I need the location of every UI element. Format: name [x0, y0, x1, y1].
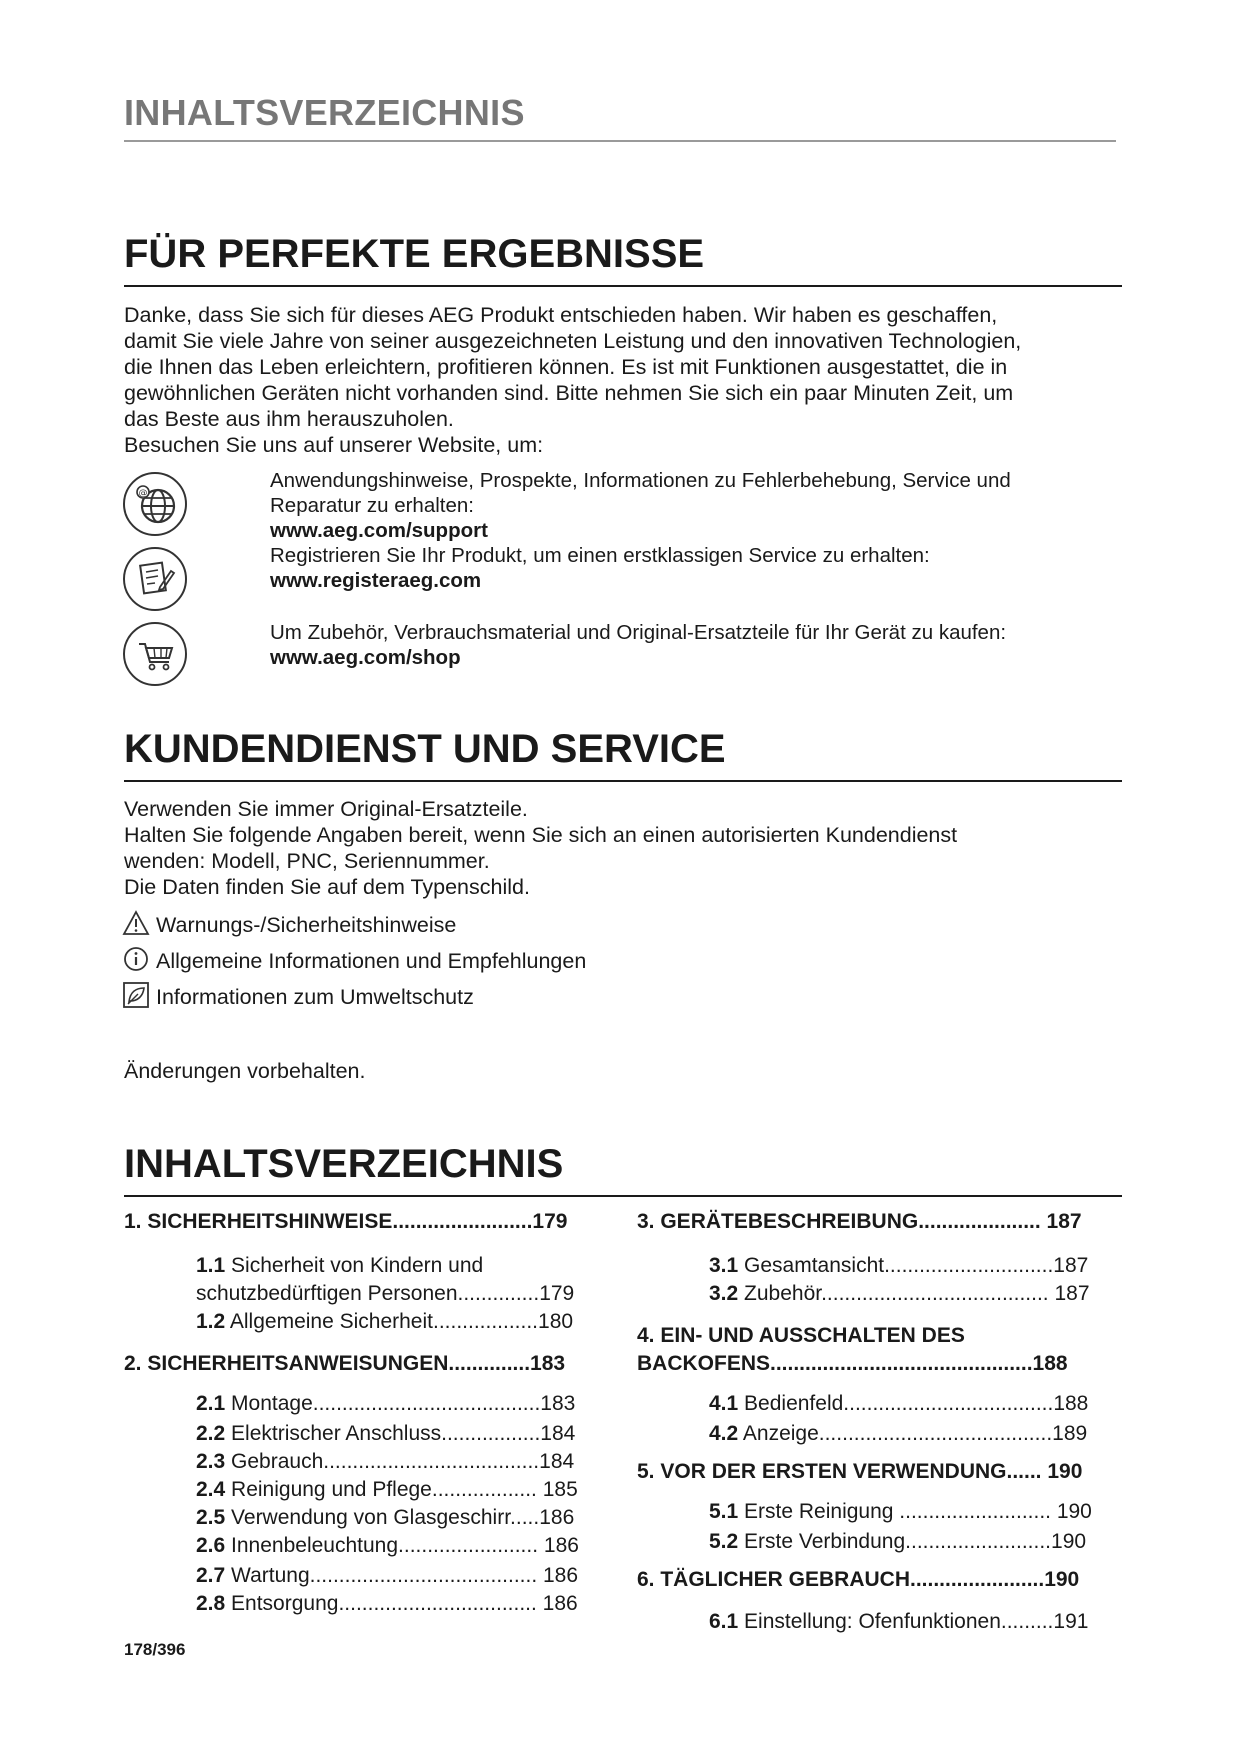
toc-num: 2.3: [196, 1450, 226, 1473]
support-text: Anwendungshinweise, Prospekte, Informationen zu Fehlerbehebung, Service und: [270, 469, 1011, 492]
toc-entry-2-5[interactable]: [196, 1504, 574, 1532]
support-info: [270, 468, 1130, 543]
legend-environment: [122, 982, 474, 1012]
toc-entry-2-6[interactable]: [196, 1532, 579, 1560]
toc-text: Elektrischer Anschluss.................184: [225, 1422, 576, 1445]
toc-entry-3-1[interactable]: [709, 1252, 1088, 1280]
intro-line: Besuchen Sie uns auf unserer Website, um:: [124, 433, 544, 457]
info-icon: [122, 946, 150, 972]
toc-text: Gesamtansicht.............................187: [738, 1254, 1089, 1277]
service-line: wenden: Modell, PNC, Seriennummer.: [124, 849, 490, 873]
toc-entry-3[interactable]: 3. GERÄTEBESCHREIBUNG..................... 187: [637, 1210, 1082, 1233]
toc-entry-2-1[interactable]: [196, 1390, 575, 1418]
toc-entry-6-1[interactable]: [709, 1608, 1088, 1636]
toc-text: Innenbeleuchtung........................ 186: [225, 1534, 579, 1557]
toc-text: Reinigung und Pflege.................. 185: [225, 1478, 578, 1501]
toc-text: Erste Reinigung .......................... 190: [738, 1500, 1092, 1523]
shopping-cart-icon: [123, 622, 187, 686]
toc-text: Allgemeine Sicherheit..................180: [225, 1310, 574, 1333]
toc-num: 3.1: [709, 1254, 739, 1277]
toc-num: 5.2: [709, 1530, 739, 1553]
header-title: INHALTSVERZEICHNIS: [124, 92, 525, 133]
svg-text:@: @: [138, 488, 148, 499]
warning-triangle-icon: [122, 910, 150, 936]
intro-line: Danke, dass Sie sich für dieses AEG Produkt entschieden haben. Wir haben es geschaffen,: [124, 303, 998, 327]
toc-entry-4-cont[interactable]: BACKOFENS.............................................188: [637, 1352, 1068, 1375]
toc-text: Gebrauch.....................................184: [225, 1450, 575, 1473]
page-number: 178/396: [124, 1640, 186, 1659]
intro-line: damit Sie viele Jahre von seiner ausgezeichneten Leistung und den innovativen Technologien,: [124, 329, 1022, 353]
toc-num: 2.7: [196, 1564, 226, 1587]
globe-icon: [123, 472, 187, 536]
toc-entry-2-2[interactable]: [196, 1420, 575, 1448]
toc-text: Entsorgung.................................. 186: [225, 1592, 578, 1615]
toc-num: 4.1: [709, 1392, 739, 1415]
toc-entry-4-1[interactable]: [709, 1390, 1088, 1418]
toc-num: 2.2: [196, 1422, 226, 1445]
toc-num: 2.1: [196, 1392, 226, 1415]
toc-num: 1.1: [196, 1254, 226, 1277]
toc-num: 3.2: [709, 1282, 739, 1305]
toc-text: Zubehör....................................... 187: [738, 1282, 1090, 1305]
service-line: Verwenden Sie immer Original-Ersatzteile.: [124, 797, 528, 821]
toc-entry-1[interactable]: 1. SICHERHEITSHINWEISE........................179: [124, 1210, 568, 1233]
changes-note: Änderungen vorbehalten.: [124, 1059, 366, 1083]
service-line: Halten Sie folgende Angaben bereit, wenn Sie sich an einen autorisierten Kundendienst: [124, 823, 958, 847]
intro-line: das Beste aus ihm herauszuholen.: [124, 407, 454, 431]
intro-line: gewöhnlichen Geräten nicht vorhanden sind. Bitte nehmen Sie sich ein paar Minuten Zeit, um: [124, 381, 1014, 405]
toc-entry-4-2[interactable]: [709, 1420, 1087, 1448]
toc-entry-4[interactable]: 4. EIN- UND AUSSCHALTEN DES: [637, 1324, 965, 1347]
toc-num: 4.2: [709, 1422, 739, 1445]
toc-text: Verwendung von Glasgeschirr.....186: [225, 1506, 575, 1529]
toc-entry-5-2[interactable]: [709, 1528, 1086, 1556]
service-paragraph: [124, 796, 1124, 900]
shop-info: [270, 620, 1130, 670]
intro-line: die Ihnen das Leben erleichtern, profitieren können. Es ist mit Funktionen ausgestattet, die in: [124, 355, 1008, 379]
toc-title: INHALTSVERZEICHNIS: [124, 1142, 564, 1186]
toc-entry-3-2[interactable]: [709, 1280, 1090, 1308]
toc-entry-2[interactable]: 2. SICHERHEITSANWEISUNGEN..............183: [124, 1352, 566, 1375]
legend-label: Informationen zum Umweltschutz: [156, 985, 474, 1009]
toc-text: Einstellung: Ofenfunktionen.........191: [738, 1610, 1089, 1633]
toc-num: 2.8: [196, 1592, 226, 1615]
toc-divider: [124, 1195, 1122, 1197]
legend-label: Warnungs-/Sicherheitshinweise: [156, 913, 457, 937]
legend-warning: [122, 910, 456, 940]
toc-text: Bedienfeld....................................188: [738, 1392, 1089, 1415]
support-link[interactable]: www.aeg.com/support: [270, 519, 488, 542]
toc-entry-2-3[interactable]: [196, 1448, 574, 1476]
toc-entry-1-1-cont[interactable]: schutzbedürftigen Personen..............179: [196, 1282, 575, 1305]
header-divider: [124, 140, 1116, 142]
toc-num: 2.4: [196, 1478, 226, 1501]
shop-link[interactable]: www.aeg.com/shop: [270, 646, 461, 669]
register-link[interactable]: www.registeraeg.com: [270, 569, 482, 592]
toc-entry-5[interactable]: 5. VOR DER ERSTEN VERWENDUNG...... 190: [637, 1460, 1083, 1483]
toc-entry-2-4[interactable]: [196, 1476, 578, 1504]
toc-entry-1-1[interactable]: [196, 1252, 483, 1280]
toc-text: Sicherheit von Kindern und: [225, 1254, 484, 1277]
intro-paragraph: [124, 302, 1124, 458]
toc-num: 1.2: [196, 1310, 226, 1333]
register-text: Registrieren Sie Ihr Produkt, um einen erstklassigen Service zu erhalten:: [270, 544, 930, 567]
legend-info: [122, 946, 586, 976]
toc-entry-2-8[interactable]: [196, 1590, 578, 1618]
toc-num: 2.6: [196, 1534, 226, 1557]
legend-label: Allgemeine Informationen und Empfehlungen: [156, 949, 587, 973]
section-divider: [124, 285, 1122, 287]
support-text: Reparatur zu erhalten:: [270, 494, 474, 517]
toc-num: 6.1: [709, 1610, 739, 1633]
section-title-customer-service: KUNDENDIENST UND SERVICE: [124, 727, 726, 771]
toc-text: Erste Verbindung.........................190: [738, 1530, 1087, 1553]
section-divider: [124, 780, 1122, 782]
shop-text: Um Zubehör, Verbrauchsmaterial und Original-Ersatzteile für Ihr Gerät zu kaufen:: [270, 621, 1007, 644]
toc-text: Wartung....................................... 186: [225, 1564, 579, 1587]
toc-entry-6[interactable]: 6. TÄGLICHER GEBRAUCH.......................190: [637, 1568, 1080, 1591]
toc-num: 5.1: [709, 1500, 739, 1523]
section-title-perfect-results: FÜR PERFEKTE ERGEBNISSE: [124, 232, 705, 276]
toc-text: Anzeige........................................189: [738, 1422, 1088, 1445]
environment-leaf-icon: [122, 982, 150, 1008]
toc-num: 2.5: [196, 1506, 226, 1529]
toc-text: Montage.......................................183: [225, 1392, 576, 1415]
toc-entry-2-7[interactable]: [196, 1562, 578, 1590]
register-info: [270, 543, 1130, 593]
toc-entry-5-1[interactable]: [709, 1498, 1092, 1526]
service-line: Die Daten finden Sie auf dem Typenschild.: [124, 875, 530, 899]
toc-entry-1-2[interactable]: [196, 1308, 573, 1336]
register-form-icon: [123, 547, 187, 611]
